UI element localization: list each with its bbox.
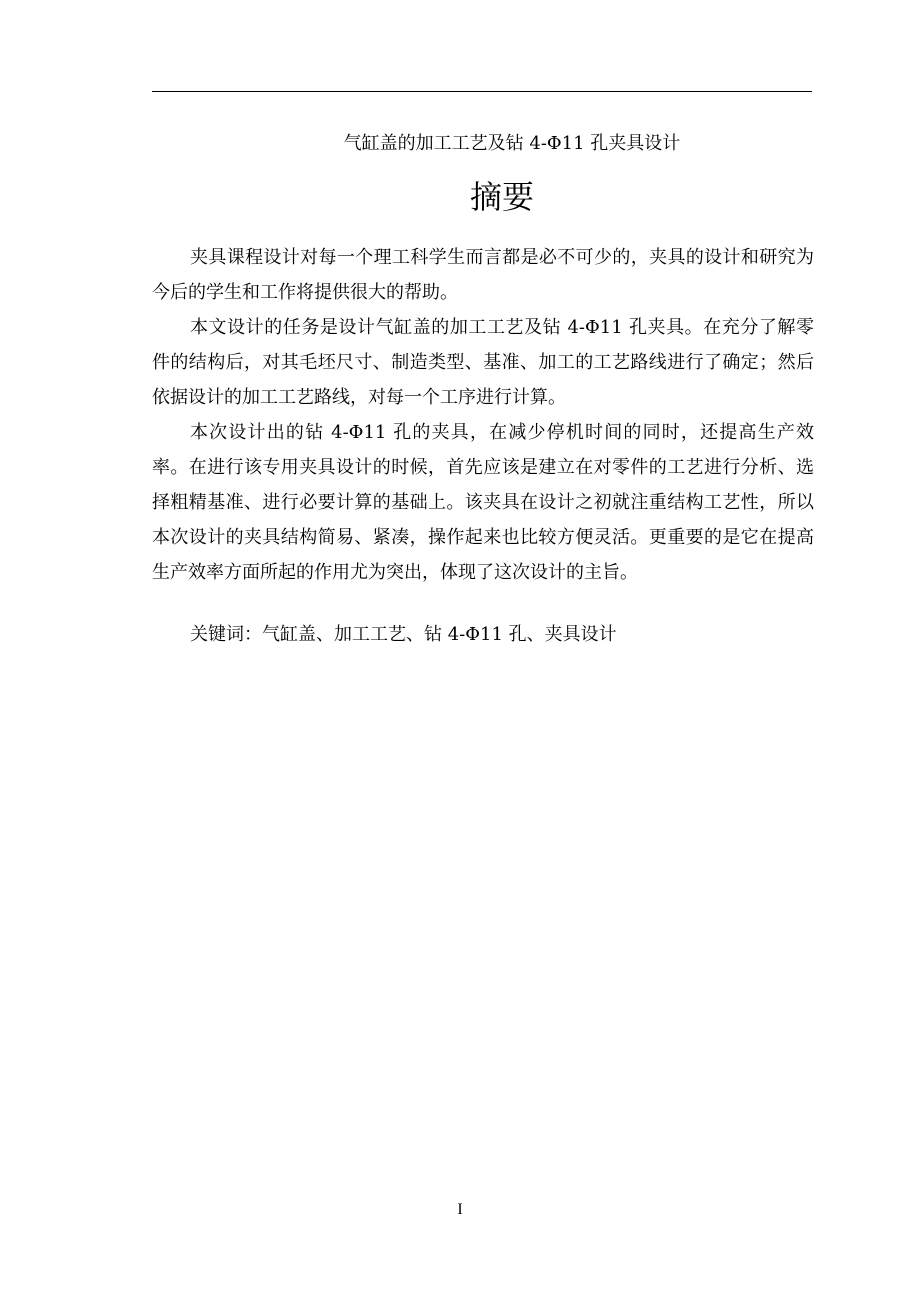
document-subtitle: 气缸盖的加工工艺及钻 4-Φ11 孔夹具设计	[343, 133, 681, 154]
header-rule	[152, 91, 812, 92]
keywords-line: 关键词：气缸盖、加工工艺、钻 4-Φ11 孔、夹具设计	[190, 624, 617, 645]
page-number: I	[457, 1201, 463, 1218]
abstract-body	[152, 240, 814, 590]
abstract-paragraph: 本文设计的任务是设计气缸盖的加工工艺及钻 4-Φ11 孔夹具。在充分了解零件的结构后，对其毛坯尺寸、制造类型、基准、加工的工艺路线进行了确定；然后依据设计的加工工艺路线，对每一个工序进行计算。	[152, 317, 814, 408]
abstract-heading: 摘要	[469, 178, 534, 216]
abstract-paragraph: 夹具课程设计对每一个理工科学生而言都是必不可少的，夹具的设计和研究为今后的学生和工作将提供很大的帮助。	[152, 247, 814, 303]
abstract-paragraph: 本次设计出的钻 4-Φ11 孔的夹具，在减少停机时间的同时，还提高生产效率。在进行该专用夹具设计的时候，首先应该是建立在对零件的工艺进行分析、选择粗精基准、进行必要计算的基础上。该夹具在设计之初就注重结构工艺性，所以本次设计的夹具结构简易、紧凑，操作起来也比较方便灵活。更重要的是它在提高生产效率方面所起的作用尤为突出，体现了这次设计的主旨。	[152, 422, 814, 583]
